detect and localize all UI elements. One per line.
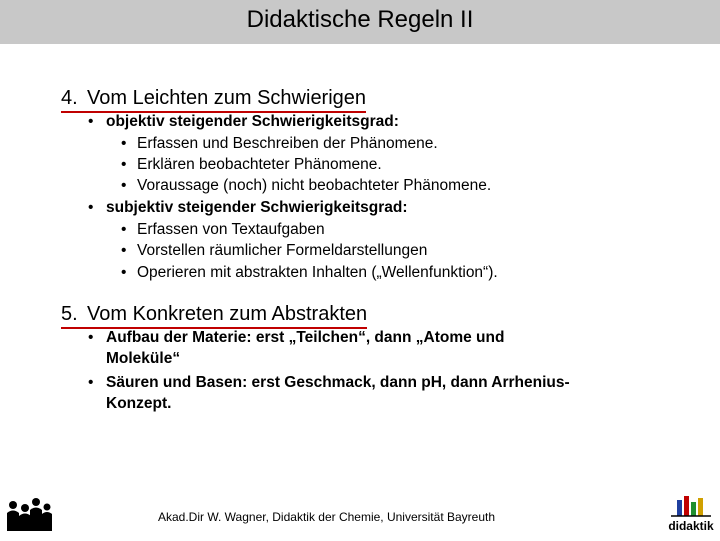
bullet: • xyxy=(121,264,127,281)
bullet: • xyxy=(121,242,127,259)
list-item-line: Moleküle“ xyxy=(106,350,181,367)
section-title: Vom Konkreten zum Abstrakten xyxy=(87,303,368,325)
bullet: • xyxy=(88,113,94,130)
bullet: • xyxy=(121,177,127,194)
bullet: • xyxy=(121,156,127,173)
list-item: objektiv steigender Schwierigkeitsgrad: xyxy=(106,113,399,130)
list-item-line: Aufbau der Materie: erst „Teilchen“, dann „Atome und xyxy=(106,329,505,346)
logo-text: didaktik xyxy=(668,519,714,533)
sub-list-item: Erfassen und Beschreiben der Phänomene. xyxy=(137,135,438,152)
bullet: • xyxy=(88,199,94,216)
bullet: • xyxy=(121,135,127,152)
section-heading-5 xyxy=(61,302,367,329)
bullet: • xyxy=(88,374,94,391)
didaktik-logo-icon xyxy=(665,494,717,541)
section-heading-4 xyxy=(61,86,366,113)
sub-list-item: Erfassen von Textaufgaben xyxy=(137,221,325,238)
section-number: 4. xyxy=(61,87,78,109)
list-item: subjektiv steigender Schwierigkeitsgrad: xyxy=(106,199,408,216)
sub-list-item: Vorstellen räumlicher Formeldarstellungen xyxy=(137,242,428,259)
list-item-line: Konzept. xyxy=(106,395,172,412)
section-title: Vom Leichten zum Schwierigen xyxy=(87,87,367,109)
sub-list-item: Erklären beobachteter Phänomene. xyxy=(137,156,382,173)
slide-title: Didaktische Regeln II xyxy=(246,6,474,33)
people-silhouette-icon xyxy=(5,497,53,538)
list-item-line: Säuren und Basen: erst Geschmack, dann pH, dann Arrhenius- xyxy=(106,374,570,391)
bullet: • xyxy=(88,329,94,346)
footer-credit: Akad.Dir W. Wagner, Didaktik der Chemie, Universität Bayreuth xyxy=(158,510,496,524)
sub-list-item: Voraussage (noch) nicht beobachteter Phänomene. xyxy=(137,177,492,194)
bullet: • xyxy=(121,221,127,238)
sub-list-item: Operieren mit abstrakten Inhalten („Wellenfunktion“). xyxy=(137,264,498,281)
section-number: 5. xyxy=(61,303,78,325)
